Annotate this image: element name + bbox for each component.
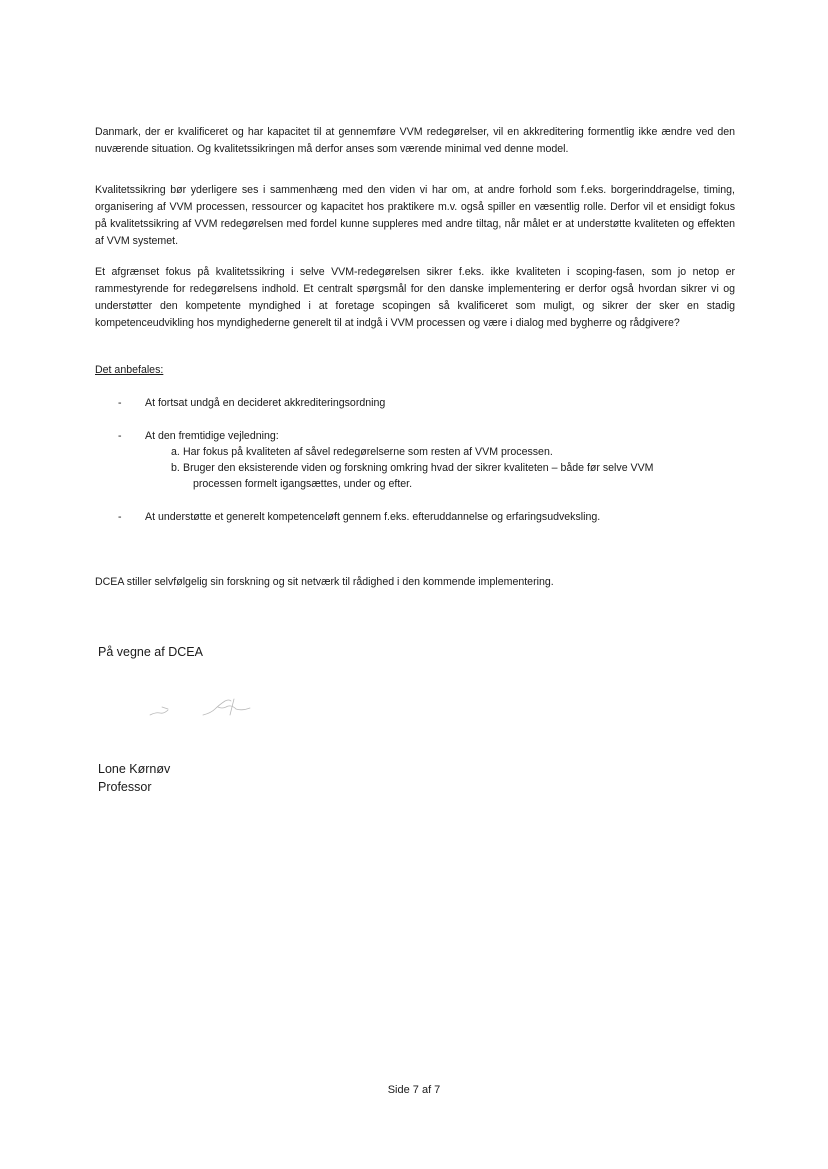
bullet-marker: -: [118, 430, 122, 442]
sub-item-b-continuation: processen formelt igangsættes, under og efter.: [193, 478, 413, 490]
bullet-text: At understøtte et generelt kompetenceløft gennem f.eks. efteruddannelse og erfaringsudveksling.: [145, 511, 601, 523]
signature-image: [148, 685, 278, 725]
sub-item-marker: b.: [171, 462, 180, 474]
paragraph-3: Et afgrænset fokus på kvalitetssikring i selve VVM-redegørelsen sikrer f.eks. ikke kvaliteten i scoping-fasen, som jo netop er rammestyrende for redegørelsens indhold. Et centralt spørgsmål for den danske implementering er derfor også hvordan sikrer vi og understøtter den kompetente myndighed i at foretage scopingen så kvalificeret som muligt, og sikrer der sker en stadig kompetenceudvikling hos myndighederne generelt til at indgå i VVM processen og være i dialog med bygherre og rådgivere?: [95, 266, 735, 329]
paragraph-1: Danmark, der er kvalificeret og har kapacitet til at gennemføre VVM redegørelser, vil en akkreditering formentlig ikke ændre ved den nuværende situation. Og kvalitetssikringen må derfor anses som værende minimal ved denne model.: [95, 126, 735, 155]
recommendations-heading: Det anbefales:: [95, 364, 164, 376]
sub-item-text: Bruger den eksisterende viden og forskning omkring hvad der sikrer kvaliteten – både før selve VVM: [183, 462, 654, 474]
on-behalf-line: På vegne af DCEA: [98, 645, 203, 659]
sub-item-text: Har fokus på kvaliteten af såvel redegørelserne som resten af VVM processen.: [183, 446, 553, 458]
bullet-marker: -: [118, 397, 122, 409]
closing-statement: DCEA stiller selvfølgelig sin forskning og sit netværk til rådighed i den kommende implementering.: [95, 576, 554, 588]
sub-item-marker: a.: [171, 446, 180, 458]
page-number: Side 7 af 7: [387, 1084, 441, 1096]
bullet-text: At fortsat undgå en decideret akkrediteringsordning: [145, 397, 386, 409]
signer-name: Lone Kørnøv: [98, 762, 171, 776]
signer-title: Professor: [98, 780, 152, 794]
bullet-text: At den fremtidige vejledning:: [145, 430, 279, 442]
bullet-marker: -: [118, 511, 122, 523]
paragraph-2: Kvalitetssikring bør yderligere ses i sammenhæng med den viden vi har om, at andre forhold som f.eks. borgerinddragelse, timing, organisering af VVM processen, ressourcer og kapacitet hos praktikere m.v. også spiller en væsentlig rolle. Derfor vil et ensidigt fokus på kvalitetssikring af VVM redegørelsen med fordel kunne suppleres med andre tiltag, når målet er at understøtte kvaliteten og effekten af VVM systemet.: [95, 184, 735, 247]
